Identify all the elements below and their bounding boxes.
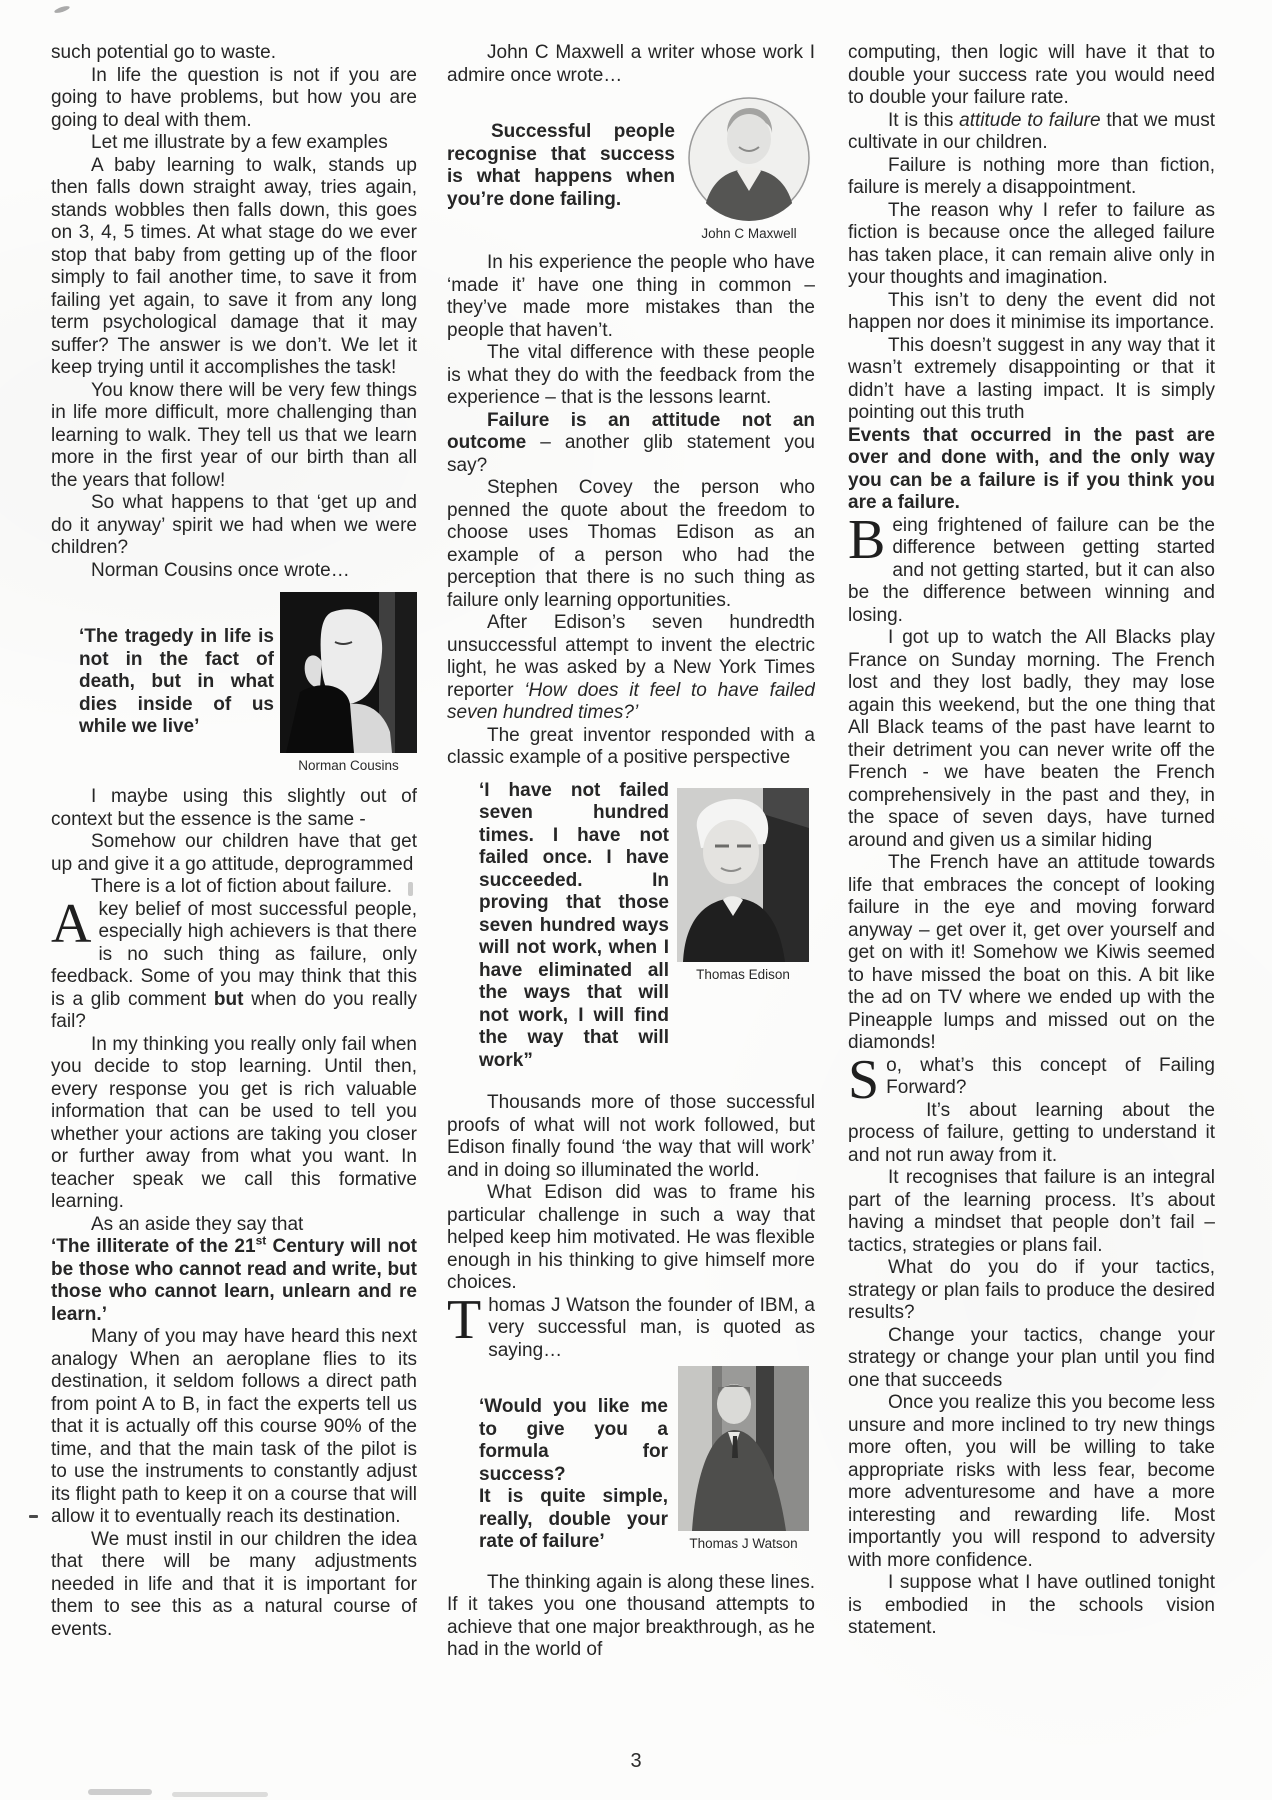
- watson-figure: [447, 1366, 815, 1554]
- paragraph: [447, 725, 815, 770]
- bold-quote-block: [848, 425, 1215, 515]
- paragraph: [447, 612, 815, 725]
- text-run: attitude to failure: [959, 109, 1101, 131]
- text-run: ‘How does it feel to have failed seven hundred times?’: [447, 679, 815, 723]
- text-run: Stephen Covey the person who penned the quote about the freedom to choose uses Thomas Edison as an example of a person who had the perception that there is no such thing as failure only learning opportunities.: [447, 477, 815, 611]
- paragraph: [848, 1325, 1215, 1393]
- text-run: Events that occurred in the past are over and done with, and the only way you can be a failure is if you think you are a failure.: [848, 424, 1215, 513]
- text-run: The French have an attitude towards life that embraces the concept of looking failure in the eye and moving forward anyway – get over it, get over yourself and get on with it! Somehow we Kiwis seemed to have missed the boat on this. A bit like the ad on TV where we ended up with the Pineapple lumps and missed out on the diamonds!: [848, 852, 1215, 1053]
- text-run: We must instil in our children the idea that there will be many adjustments needed in life and that it is important for them to see this as a natural course of events.: [51, 1528, 417, 1640]
- text-run: After Edison’s seven hundredth unsuccessful attempt to invent the electric light, he was asked by a New York Times reporter: [447, 612, 815, 701]
- text-run: ‘The illiterate of the 21: [51, 1236, 256, 1257]
- text-run: when do you really fail?: [51, 988, 417, 1032]
- pull-quote-line: ‘I have not failed seven hundred times. I have not failed once. I have succeeded. In proving that those seven hundred ways will not work, when I have eliminated all the ways that will not work, I will find the way that will work”: [479, 779, 669, 1071]
- text-run: Once you realize this you become less unsure and more inclined to try new things more often, you will be willing to take appropriate risks with less fear, become more adventuresome and have a more interesting and rewarding life. Most importantly you will respond to adversity with more confidence.: [848, 1392, 1215, 1571]
- text-run: There is a lot of fiction about failure.: [91, 876, 392, 897]
- dropcap-letter: S: [848, 1048, 880, 1111]
- paragraph: [848, 852, 1215, 1055]
- text-run: It recognises that failure is an integral part of the learning process. It’s about having a mindset that people don’t fail – tactics, strategies or plans fail.: [848, 1167, 1215, 1256]
- text-run: Thousands more of those successful proofs of what will not work followed, but Edison finally found ‘the way that will work’ and in doing so illuminated the world.: [447, 1092, 815, 1181]
- watson-portrait-photo: [678, 1366, 809, 1531]
- paragraph: [447, 477, 815, 612]
- figure-photo-column: [677, 780, 809, 983]
- column-2: [447, 42, 815, 1745]
- text-run: The great inventor responded with a classic example of a positive perspective: [447, 724, 815, 768]
- paragraph: [51, 1529, 417, 1642]
- text-run: I maybe using this slightly out of context but the essence is the same -: [51, 786, 417, 830]
- figure-photo-column: [280, 592, 417, 774]
- paragraph: [447, 1288, 815, 1363]
- paragraph: [447, 1092, 815, 1182]
- text-run: The vital difference with these people is what they do with the feedback from the experience – that is the lessons learnt.: [447, 342, 815, 408]
- maxwell-figure: [447, 95, 815, 242]
- paragraph: [51, 1214, 417, 1237]
- paragraph: [848, 1572, 1215, 1640]
- edison-portrait-photo: [677, 788, 809, 962]
- paragraph: [848, 627, 1215, 852]
- figure-photo-column: [678, 1366, 809, 1552]
- text-run: I suppose what I have outlined tonight is embodied in the schools vision statement.: [848, 1572, 1215, 1638]
- text-run: o, what’s this concept of Failing Forward?: [886, 1054, 1215, 1098]
- pull-quote: [447, 95, 687, 211]
- paragraph: [51, 155, 417, 380]
- dropcap-letter: B: [848, 508, 886, 571]
- pull-quote: [447, 1366, 678, 1554]
- text-run: – another glib statement you say?: [447, 432, 815, 476]
- figure-photo-column: [687, 95, 811, 242]
- scan-artifact: [88, 1789, 152, 1795]
- text-run: Failure is nothing more than fiction, failure is merely a disappointment.: [848, 154, 1215, 198]
- paragraph: [848, 200, 1215, 290]
- text-run: I got up to watch the All Blacks play France on Sunday morning. The French lost and they lost badly, they may lose again this weekend, but the one thing that All Black teams of the past have learnt to their detriment you can never write off the French - we have beaten the French comprehensively in the past and they, in the space of seven days, have turned around and given us a similar hiding: [848, 627, 1215, 851]
- text-run: st: [255, 1233, 267, 1248]
- dropcap-letter: A: [51, 892, 92, 955]
- text-run: Somehow our children have that get up and give it a go attitude, deprogrammed: [51, 831, 417, 875]
- paragraph: [51, 560, 417, 583]
- paragraph: [848, 508, 1215, 628]
- text-run: Failure is an attitude not an outcome: [447, 409, 815, 453]
- pull-quote-line: ‘Would you like me to give you a formula for success?: [479, 1396, 668, 1485]
- pull-quote-line: ‘The tragedy in life is not in the fact of death, but in what dies inside of us while we live’: [79, 626, 274, 737]
- text-run: that we must cultivate in our children.: [848, 109, 1215, 153]
- text-run: The reason why I refer to failure as fiction is because once the alleged failure has taken place, it can remain alive only in your thoughts and imagination.: [848, 199, 1215, 288]
- paragraph: [848, 1048, 1215, 1111]
- paragraph: [848, 110, 1215, 155]
- paragraph: [848, 1167, 1215, 1257]
- pull-quote-line: Successful people recognise that success is what happens when you’re done failing.: [447, 121, 675, 210]
- text-run: As an aside they say that: [91, 1213, 304, 1235]
- text-run: It’s about learning about the process of failure, getting to understand it and not run away from it.: [848, 1099, 1215, 1166]
- edison-figure: [447, 780, 815, 1073]
- column-3: [848, 42, 1215, 1745]
- paragraph: [848, 155, 1215, 200]
- text-run: such potential go to waste.: [51, 42, 276, 63]
- text-run: but: [213, 988, 244, 1010]
- paragraph: [447, 410, 815, 478]
- text-run: Century will not be those who cannot read and write, but those who cannot learn, unlearn and re learn.’: [51, 1236, 417, 1325]
- column-1: [51, 42, 417, 1745]
- paragraph: [51, 876, 417, 899]
- pull-quote-line: It is quite simple, really, double your rate of failure’: [479, 1486, 668, 1552]
- text-run: The thinking again is along these lines. If it takes you one thousand attempts to achieve that one major breakthrough, as he had in the world of: [447, 1571, 815, 1660]
- paragraph: [51, 380, 417, 493]
- paragraph: [447, 42, 815, 87]
- photo-caption: John C Maxwell: [701, 226, 797, 241]
- paragraph: [51, 65, 417, 133]
- paragraph: [447, 1572, 815, 1662]
- cousins-figure: [51, 592, 417, 774]
- text-run: This doesn’t suggest in any way that it wasn’t extremely disappointing or that it didn’t have a lasting impact. It is simply pointing out this truth: [848, 334, 1215, 423]
- text-run: Many of you may have heard this next analogy When an aeroplane flies to its destination, it seldom follows a direct path from point A to B, in fact the experts tell us that it is actually off this course 90% of the time, and that the main task of the pilot is to use the instruments to constantly adjust its flight path to keep it on a course that will allow it to eventually reach its destination.: [51, 1326, 417, 1527]
- paragraph: [51, 786, 417, 831]
- text-run: So what happens to that ‘get up and do it anyway’ spirit we had when we were children?: [51, 492, 417, 558]
- text-run: Change your tactics, change your strategy or change your plan until you find one that succeeds: [848, 1324, 1215, 1391]
- text-run: What do you do if your tactics, strategy or plan fails to produce the desired results?: [848, 1257, 1215, 1323]
- text-run: Let me illustrate by a few examples: [91, 132, 388, 153]
- photo-caption: Norman Cousins: [298, 758, 399, 773]
- text-run: eing frightened of failure can be the difference between getting started and not getting started, but it can also be the difference between winning and losing.: [848, 514, 1215, 626]
- paragraph: [51, 892, 417, 1034]
- thomas-edison-photo-graphic: [677, 788, 809, 962]
- text-run: What Edison did was to frame his particular challenge in such a way that helped keep him motivated. He was flexible enough in his thinking to give himself more choices.: [447, 1182, 815, 1293]
- photo-caption: Thomas J Watson: [689, 1536, 798, 1551]
- pull-quote: [447, 780, 677, 1073]
- text-run: In life the question is not if you are going to have problems, but how you are going to deal with them.: [51, 64, 417, 131]
- text-run: A baby learning to walk, stands up then falls down straight away, tries again, stands wobbles then falls down, this goes on 3, 4, 5 times. At what stage do we ever stop that baby from getting up of the floor simply to fail another time, to save it from failing yet again, to save it from any long term psychological damage that it may suffer? The answer is we don’t. We let it keep trying until it accomplishes the task!: [51, 154, 417, 378]
- paragraph: [51, 492, 417, 560]
- text-run: This isn’t to deny the event did not happen nor does it minimise its importance.: [848, 289, 1215, 333]
- dropcap-letter: T: [447, 1288, 482, 1351]
- text-run: You know there will be very few things in life more difficult, more challenging than learning to walk. They tell us that we learn more in the first year of our birth than all the years that follow!: [51, 379, 417, 491]
- text-run: homas J Watson the founder of IBM, a very successful man, is quoted as saying…: [488, 1294, 815, 1361]
- maxwell-portrait-photo: [687, 95, 811, 221]
- pull-quote: [51, 592, 280, 739]
- text-run: Norman Cousins once wrote…: [91, 559, 350, 581]
- thomas-j-watson-photo-graphic: [678, 1366, 809, 1531]
- paragraph: [51, 1326, 417, 1529]
- scan-artifact: [29, 1515, 38, 1518]
- paragraph: [848, 1100, 1215, 1168]
- photo-caption: Thomas Edison: [696, 966, 790, 982]
- paragraph: [51, 1034, 417, 1214]
- text-run: In his experience the people who have ‘made it’ have one thing in common – they’ve made more mistakes than the people that haven’t.: [447, 252, 815, 341]
- paragraph: [848, 1392, 1215, 1572]
- text-run: computing, then logic will have it that to double your success rate you would need to double your failure rate.: [848, 42, 1215, 108]
- paragraph: [51, 831, 417, 876]
- paragraph: [51, 42, 417, 65]
- paragraph: [848, 1257, 1215, 1325]
- scan-artifact: [172, 1792, 268, 1797]
- page-number: 3: [630, 1750, 642, 1772]
- paragraph: [848, 290, 1215, 335]
- john-c-maxwell-photo-graphic: [687, 95, 811, 221]
- paragraph: [848, 42, 1215, 110]
- text-run: John C Maxwell a writer whose work I admire once wrote…: [447, 42, 815, 86]
- cousins-portrait-photo: [280, 592, 417, 753]
- text-run: It is this: [888, 109, 960, 131]
- scan-artifact: [54, 5, 71, 15]
- paragraph: [51, 132, 417, 155]
- text-run: In my thinking you really only fail when you decide to stop learning. Until then, every response you get is rich valuable information that can be used to tell you whether your actions are taking you closer or further away from what you want. In teacher speak we call this formative learning.: [51, 1033, 417, 1212]
- paragraph: [447, 1182, 815, 1295]
- text-run: key belief of most successful people, especially high achievers is that there is no such thing as failure, only feedback. Some of you may think that this is a glib comment: [51, 898, 417, 1010]
- paragraph: [447, 252, 815, 342]
- norman-cousins-photo-graphic: [280, 592, 417, 753]
- paragraph: [848, 335, 1215, 425]
- paragraph: [447, 342, 815, 410]
- bold-quote-block: [51, 1233, 417, 1326]
